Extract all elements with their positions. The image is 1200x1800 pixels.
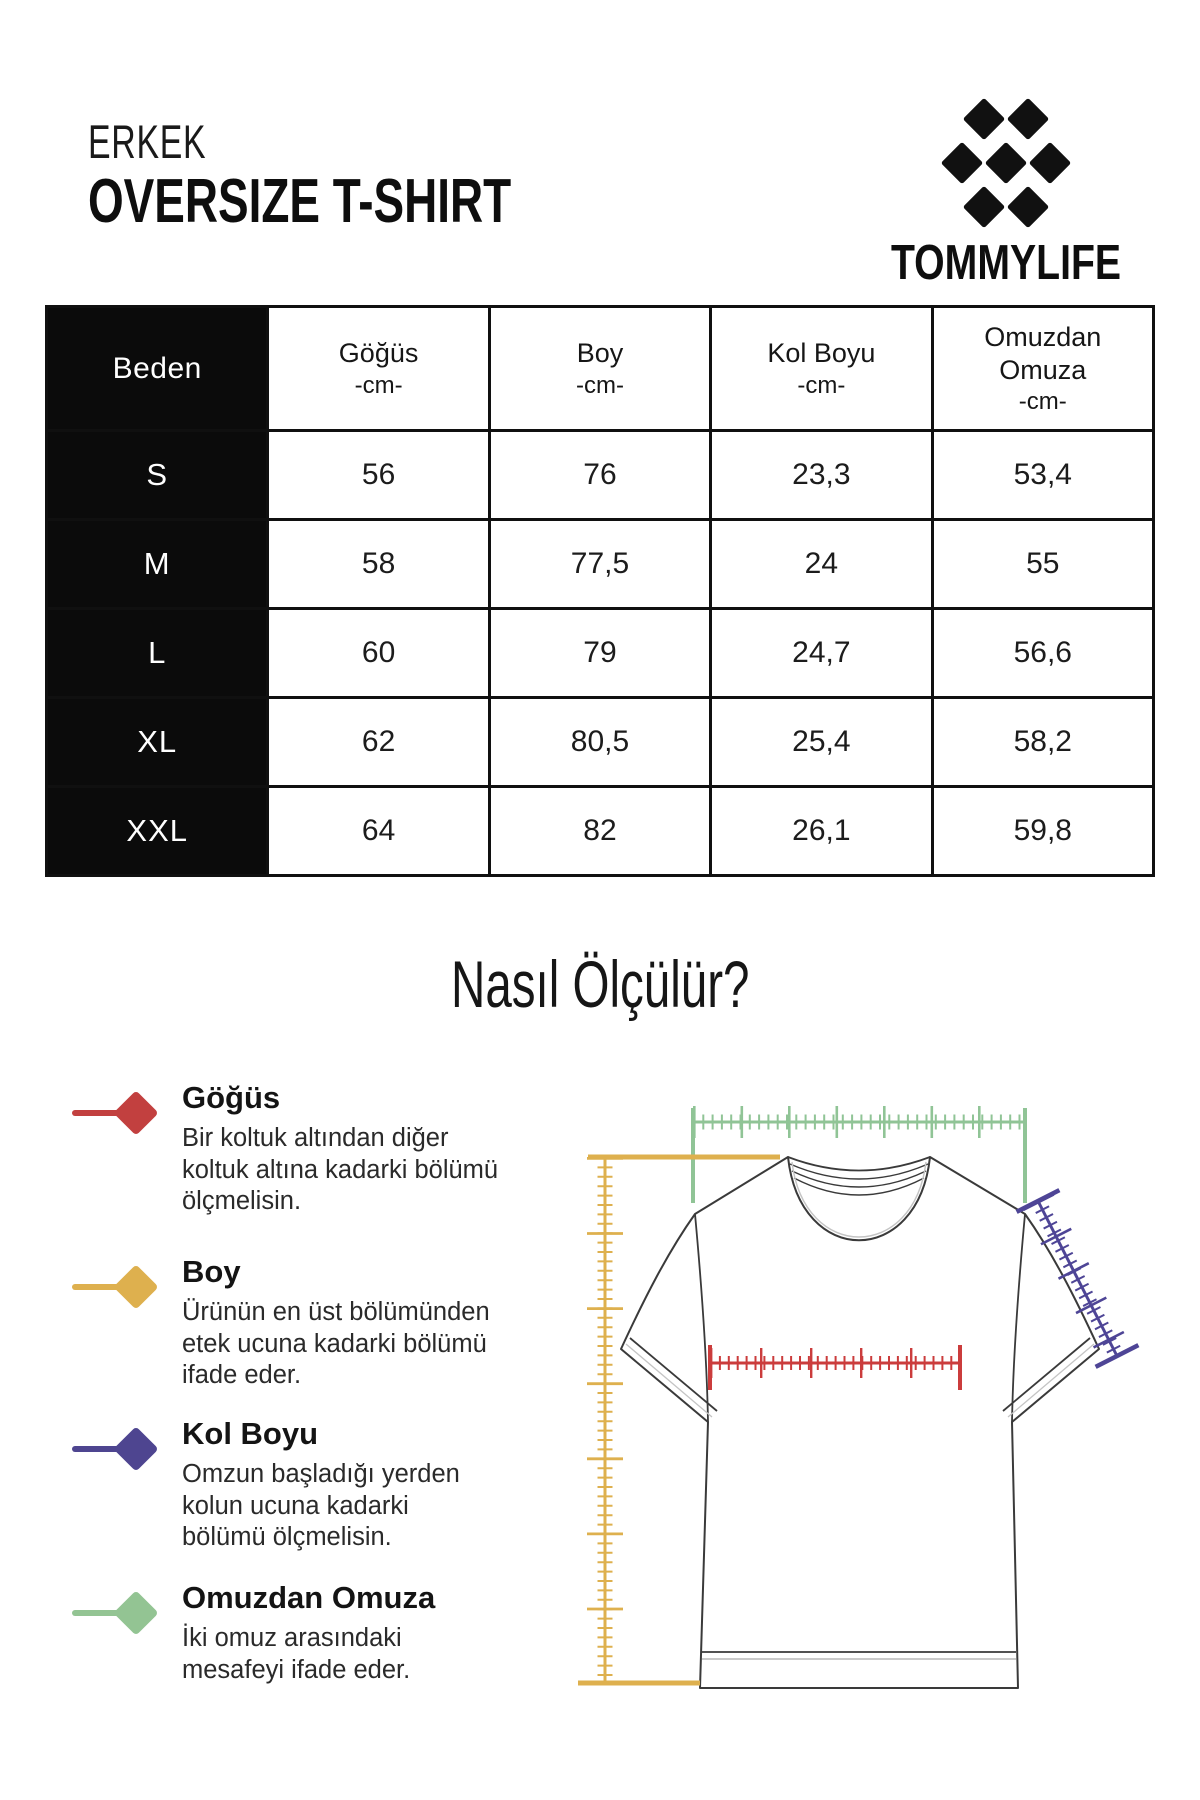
brand-block <box>856 96 1156 291</box>
size-table-header-row <box>47 307 1154 431</box>
value-cell: 79 <box>489 609 710 698</box>
value-cell: 25,4 <box>711 698 932 787</box>
size-row-l <box>47 609 1154 698</box>
size-row-xxl <box>47 787 1154 876</box>
col-header-chest: Göğüs -cm- <box>268 307 489 431</box>
value-cell: 56 <box>268 431 489 520</box>
brand-diamonds-icon <box>937 96 1075 230</box>
value-cell: 64 <box>268 787 489 876</box>
tshirt-measurement-diagram <box>520 1080 1180 1760</box>
size-table <box>45 305 1155 877</box>
product-title: OVERSIZE T-SHIRT <box>88 166 512 236</box>
size-label: M <box>47 520 268 609</box>
size-label: L <box>47 609 268 698</box>
howto-section-title: Nasıl Ölçülür? <box>450 947 750 1021</box>
size-row-s <box>47 431 1154 520</box>
value-cell: 26,1 <box>711 787 932 876</box>
chest-diamond-marker-icon <box>72 1080 182 1218</box>
legend-title: Omuzdan Omuza <box>182 1580 436 1615</box>
size-row-m <box>47 520 1154 609</box>
value-cell: 60 <box>268 609 489 698</box>
legend-item-chest <box>72 1080 512 1218</box>
value-cell: 82 <box>489 787 710 876</box>
size-label: S <box>47 431 268 520</box>
shoulder-diamond-marker-icon <box>72 1580 182 1686</box>
col-header-shoulder: Omuzdan Omuza -cm- <box>932 307 1153 431</box>
value-cell: 58,2 <box>932 698 1153 787</box>
length-diamond-marker-icon <box>72 1254 182 1392</box>
legend-text: Omuzdan Omuza İki omuz arasındaki mesafeyi ifade eder. <box>182 1580 512 1686</box>
size-row-xl <box>47 698 1154 787</box>
size-label: XL <box>47 698 268 787</box>
value-cell: 59,8 <box>932 787 1153 876</box>
legend-item-length <box>72 1254 512 1392</box>
legend-title: Kol Boyu <box>182 1416 319 1451</box>
value-cell: 24 <box>711 520 932 609</box>
legend-title: Boy <box>182 1254 241 1289</box>
legend-item-sleeve <box>72 1416 512 1554</box>
product-category: ERKEK <box>88 115 207 168</box>
legend-text: Göğüs Bir koltuk altından diğer koltuk altına kadarki bölümü ölçmelisin. <box>182 1080 512 1218</box>
value-cell: 80,5 <box>489 698 710 787</box>
corner-cell: Beden <box>47 307 268 431</box>
brand-name: TOMMYLIFE <box>890 236 1122 290</box>
col-header-length: Boy -cm- <box>489 307 710 431</box>
tshirt-outline <box>621 1157 1099 1688</box>
value-cell: 24,7 <box>711 609 932 698</box>
legend-item-shoulder <box>72 1580 512 1686</box>
product-header <box>88 116 660 234</box>
legend-text: Boy Ürünün en üst bölümünden etek ucuna kadarki bölümü ifade eder. <box>182 1254 512 1392</box>
value-cell: 58 <box>268 520 489 609</box>
value-cell: 53,4 <box>932 431 1153 520</box>
legend-title: Göğüs <box>182 1080 281 1115</box>
col-header-sleeve: Kol Boyu -cm- <box>711 307 932 431</box>
value-cell: 62 <box>268 698 489 787</box>
value-cell: 55 <box>932 520 1153 609</box>
legend-text: Kol Boyu Omzun başladığı yerden kolun ucuna kadarki bölümü ölçmelisin. <box>182 1416 512 1554</box>
value-cell: 76 <box>489 431 710 520</box>
value-cell: 23,3 <box>711 431 932 520</box>
value-cell: 77,5 <box>489 520 710 609</box>
size-label: XXL <box>47 787 268 876</box>
value-cell: 56,6 <box>932 609 1153 698</box>
sleeve-diamond-marker-icon <box>72 1416 182 1554</box>
